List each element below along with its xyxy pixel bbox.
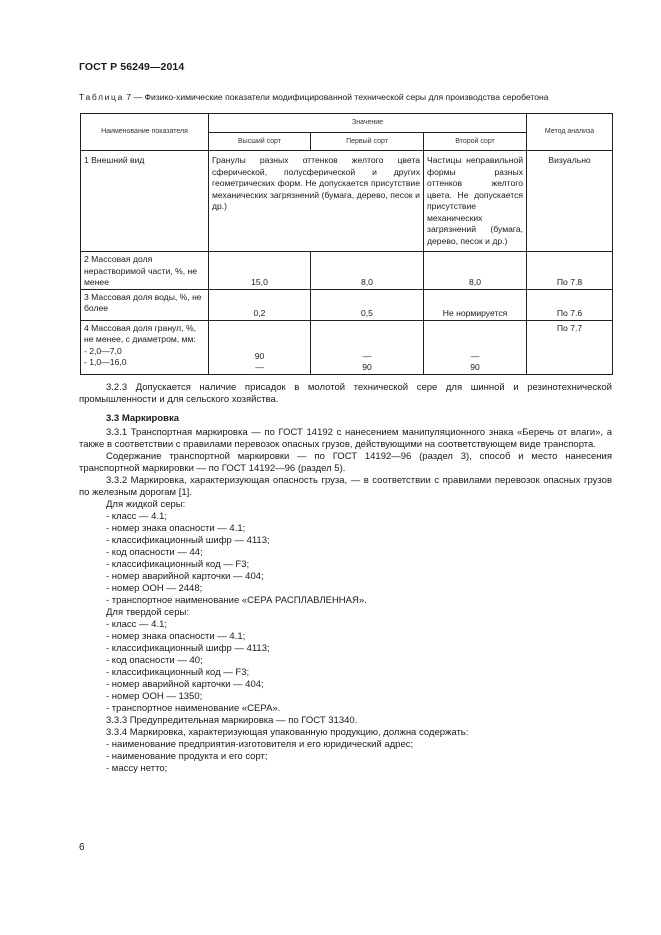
table-row — [81, 289, 613, 320]
solid-sulfur-list — [79, 619, 612, 715]
list-item: - наименование продукта и его сорт; — [106, 751, 268, 762]
list-item: - код опасности — 40; — [106, 655, 203, 666]
column-header-second-grade: Второй сорт — [424, 133, 527, 151]
list-item: - транспортное наименование «СЕРА». — [106, 703, 281, 714]
paragraph-3-3-1-content: Содержание транспортной маркировки — по ГОСТ 14192—96 (раздел 3), способ и место нанесения транспортной маркировки — по ГОСТ 14192—96 (раздел 5). — [79, 451, 612, 474]
row-top-values — [209, 320, 311, 374]
row-top-first-value: Гранулы разных оттенков желтого цвета сферической, полусферической и других геометрических форм. Не допускается присутствие механических загрязнений (бумага, дерево, песок и др.) — [209, 151, 424, 252]
table-caption-label: Таблица — [79, 92, 124, 102]
column-header-top-grade: Высший сорт — [209, 133, 311, 151]
value-first-2: 90 — [362, 362, 372, 372]
row-sub-range-2: - 1,0—16,0 — [84, 357, 127, 367]
row-name: 1 Внешний вид — [81, 151, 209, 252]
row-second-value: Частицы неправильной формы разных оттенков желтого цвета. Не допускается присутствие механических загрязнений (бумага, дерево, песок и др.) — [424, 151, 527, 252]
row-first-value: 0,5 — [311, 289, 424, 320]
table-row — [81, 151, 613, 252]
value-first-1: — — [362, 350, 372, 361]
paragraph-3-2-3: 3.2.3 Допускается наличие присадок в молотой технической сере для шинной и резинотехнической промышленности и для сельского хозяйства. — [79, 382, 612, 405]
properties-table — [80, 113, 613, 375]
row-second-value: 8,0 — [424, 252, 527, 290]
list-item: - транспортное наименование «СЕРА РАСПЛАВЛЕННАЯ». — [106, 595, 367, 606]
column-header-first-grade: Первый сорт — [311, 133, 424, 151]
list-item: - наименование предприятия-изготовителя и его юридический адрес; — [106, 739, 414, 750]
row-name-cell — [81, 320, 209, 374]
body-text — [79, 382, 612, 775]
list-item: - номер аварийной карточки — 404; — [106, 571, 264, 582]
liquid-sulfur-title: Для жидкой серы: — [106, 499, 186, 510]
paragraph-3-3-3: 3.3.3 Предупредительная маркировка — по ГОСТ 31340. — [106, 715, 358, 726]
row-name: 3 Массовая доля воды, %, не более — [81, 289, 209, 320]
row-sub-range-1: - 2,0—7,0 — [84, 345, 122, 356]
row-name: 2 Массовая доля нерастворимой части, %, не менее — [81, 252, 209, 290]
row-second-value: Не нормируется — [424, 289, 527, 320]
list-item: - номер ООН — 1350; — [106, 691, 203, 702]
list-item: - массу нетто; — [106, 763, 168, 774]
section-heading-3-3: 3.3 Маркировка — [106, 413, 180, 424]
list-item: - номер знака опасности — 4.1; — [106, 523, 246, 534]
value-second-2: 90 — [470, 362, 480, 372]
paragraph-3-3-4: 3.3.4 Маркировка, характеризующая упакованную продукцию, должна содержать: — [106, 727, 469, 738]
list-item: - номер аварийной карточки — 404; — [106, 679, 264, 690]
document-header: ГОСТ Р 56249—2014 — [79, 61, 185, 73]
table-caption — [79, 92, 639, 102]
row-method: По 7.7 — [527, 320, 613, 374]
row-name: 4 Массовая доля гранул, %, не менее, с диаметром, мм: — [84, 322, 196, 344]
row-second-values — [424, 320, 527, 374]
list-item: - номер ООН — 2448; — [106, 583, 203, 594]
list-item: - номер знака опасности — 4.1; — [106, 631, 246, 642]
row-method: Визуально — [527, 151, 613, 252]
paragraph-3-3-2: 3.3.2 Маркировка, характеризующая опасность груза, — в соответствии с правилами перевозок опасных грузов по железным дорогам [1]. — [79, 475, 612, 498]
row-top-value: 0,2 — [209, 289, 311, 320]
list-item: - классификационный код — F3; — [106, 559, 250, 570]
solid-sulfur-title: Для твердой серы: — [106, 607, 189, 618]
table-row — [81, 252, 613, 290]
row-method: По 7.8 — [527, 252, 613, 290]
list-item: - классификационный шифр — 4113; — [106, 535, 270, 546]
value-second-1: — — [470, 350, 480, 361]
list-item: - класс — 4.1; — [106, 619, 168, 630]
liquid-sulfur-list — [79, 511, 612, 607]
paragraph-3-3-1: 3.3.1 Транспортная маркировка — по ГОСТ 14192 с нанесением манипуляционного знака «Беречь от влаги», а также в соответствии с правилами перевозок опасных грузов, действующими на соответствующем виде транспорта. — [79, 427, 612, 450]
list-item: - классификационный шифр — 4113; — [106, 643, 270, 654]
list-item: - класс — 4.1; — [106, 511, 168, 522]
value-top-1: 90 — [254, 350, 265, 361]
row-top-value: 15,0 — [209, 252, 311, 290]
row-method: По 7.6 — [527, 289, 613, 320]
column-header-method: Метод анализа — [527, 114, 613, 151]
list-item: - классификационный код — F3; — [106, 667, 250, 678]
table-row — [81, 320, 613, 374]
column-header-name: Наименование показателя — [81, 114, 209, 151]
table-caption-text: 7 — Физико-химические показатели модифицированной технической серы для производства серобетона — [126, 92, 549, 102]
list-item: - код опасности — 44; — [106, 547, 203, 558]
page-number: 6 — [79, 842, 85, 853]
value-top-2: — — [255, 362, 264, 372]
packaging-list — [79, 739, 612, 775]
row-first-value: 8,0 — [311, 252, 424, 290]
row-first-values — [311, 320, 424, 374]
column-header-value: Значение — [209, 114, 527, 133]
